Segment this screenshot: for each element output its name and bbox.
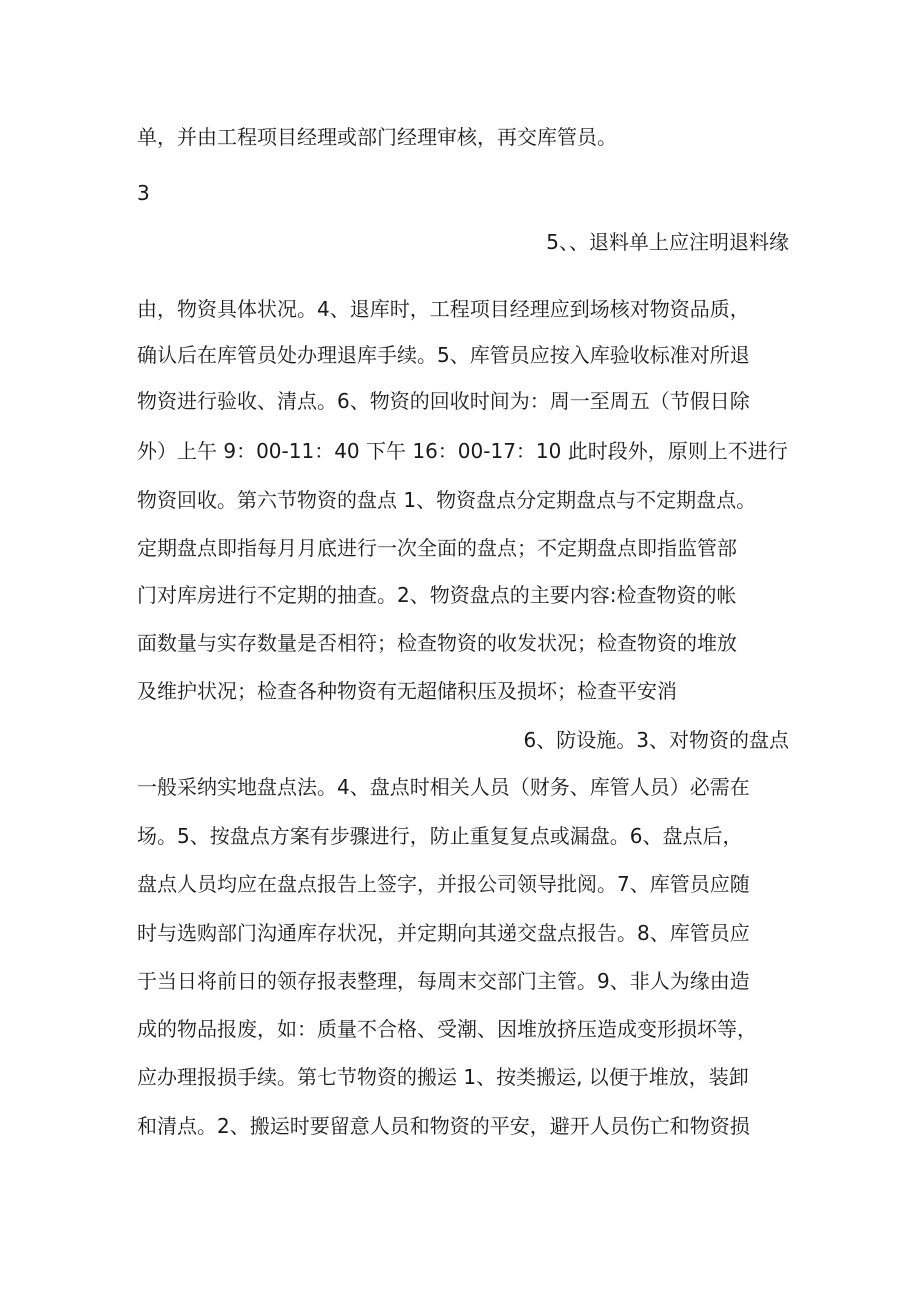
text-line: 及维护状况；检查各种物资有无超储积压及损坏；检查平安消 (137, 679, 677, 703)
text-line: 单，并由工程项目经理或部门经理审核，再交库管员。 (137, 125, 617, 149)
text-line: 应办理报损手续。第七节物资的搬运 1、按类搬运, 以便于堆放，装卸 (137, 1065, 749, 1089)
text-line: 成的物品报废，如：质量不合格、受潮、因堆放挤压造成变形损坏等， (137, 1017, 757, 1041)
text-line: 外）上午 9：00-11：40 下午 16：00-17：10 此时段外，原则上不进行 (137, 439, 788, 463)
text-line: 面数量与实存数量是否相符；检查物资的收发状况；检查物资的堆放 (137, 631, 737, 655)
text-line: 5、、退料单上应注明退料缘 (546, 230, 789, 254)
text-line: 时与选购部门沟通库存状况，并定期向其递交盘点报告。8、库管员应 (137, 921, 750, 945)
text-line: 由，物资具体状况。4、退库时，工程项目经理应到场核对物资品质， (137, 297, 750, 321)
text-line: 门对库房进行不定期的抽查。2、物资盘点的主要内容:检查物资的帐 (137, 583, 737, 607)
text-line: 和清点。2、搬运时要留意人员和物资的平安，避开人员伤亡和物资损 (137, 1114, 750, 1138)
text-line: 6、防设施。3、对物资的盘点 (523, 728, 789, 752)
text-line: 盘点人员均应在盘点报告上签字，并报公司领导批阅。7、库管员应随 (137, 872, 750, 896)
text-line: 物资进行验收、清点。6、物资的回收时间为：周一至周五（节假日除 (137, 389, 750, 413)
text-line: 于当日将前日的领存报表整理，每周末交部门主管。9、非人为缘由造 (137, 969, 750, 993)
text-line: 定期盘点即指每月月底进行一次全面的盘点；不定期盘点即指监管部 (137, 536, 737, 560)
text-line: 场。5、按盘点方案有步骤进行，防止重复复点或漏盘。6、盘点后， (137, 824, 743, 848)
text-line: 物资回收。第六节物资的盘点 1、物资盘点分定期盘点与不定期盘点。 (137, 488, 757, 512)
page-number: 3 (137, 181, 150, 205)
text-line: 一般采纳实地盘点法。4、盘点时相关人员（财务、库管人员）必需在 (137, 775, 750, 799)
text-line: 确认后在库管员处办理退库手续。5、库管员应按入库验收标准对所退 (137, 343, 750, 367)
